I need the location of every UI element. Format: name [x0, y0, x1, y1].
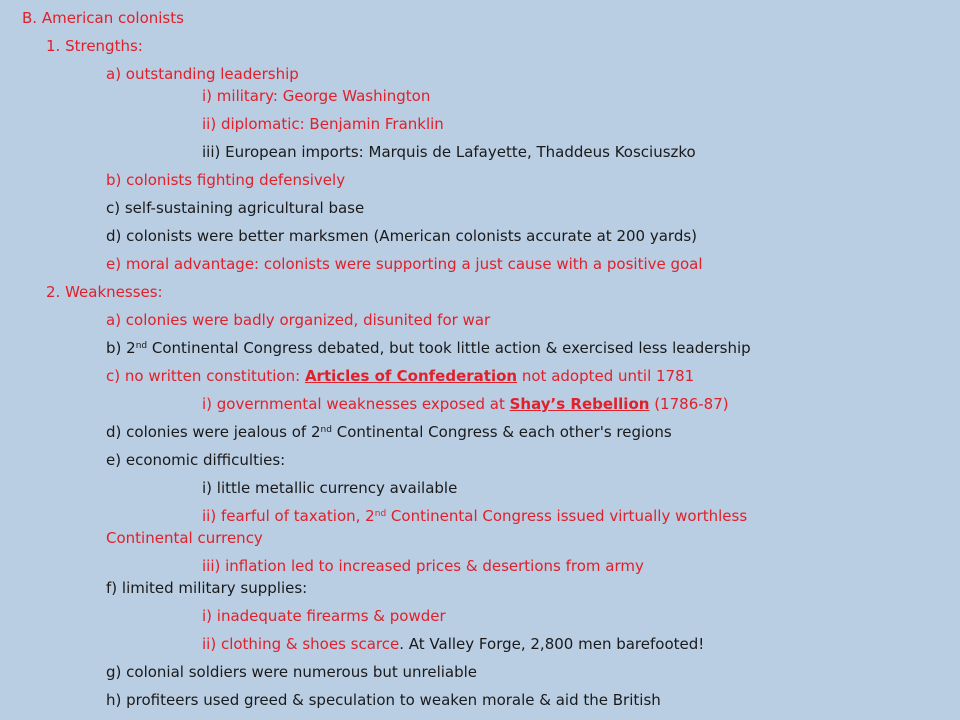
weakness-g: g) colonial soldiers were numerous but unreliable: [106, 663, 478, 681]
weakness-c: [106, 367, 694, 385]
shays-rebellion-link[interactable]: Shay’s Rebellion: [509, 395, 650, 413]
weakness-d: [106, 423, 672, 441]
strength-d: d) colonists were better marksmen (American colonists accurate at 200 yards): [106, 227, 698, 245]
weakness-c-text: c) no written constitution:: [106, 367, 305, 385]
articles-of-confederation-link[interactable]: Articles of Confederation: [304, 367, 518, 385]
weakness-c-i-text-rest: (1786-87): [649, 395, 729, 413]
weakness-b-text: b) 2: [106, 339, 136, 357]
weakness-c-i: [202, 395, 729, 413]
strength-a-ii: ii) diplomatic: Benjamin Franklin: [202, 115, 444, 133]
weakness-a: a) colonies were badly organized, disunited for war: [106, 311, 491, 329]
weakness-e-i: i) little metallic currency available: [202, 479, 458, 497]
strength-a-iii: iii) European imports: Marquis de Lafayette, Thaddeus Kosciuszko: [202, 143, 696, 161]
weakness-e-ii-text-rest: Continental Congress issued virtually worthless: [386, 507, 748, 525]
weakness-f-ii-text-rest: . At Valley Forge, 2,800 men barefooted!: [399, 635, 705, 653]
weakness-f-ii-text: ii) clothing & shoes scarce: [202, 635, 400, 653]
superscript: nd: [374, 509, 387, 519]
weakness-e-ii: [202, 507, 747, 525]
strength-a: a) outstanding leadership: [106, 65, 299, 83]
strength-a-i: i) military: George Washington: [202, 87, 431, 105]
weakness-d-text-rest: Continental Congress & each other's regions: [331, 423, 672, 441]
weakness-b-text-rest: Continental Congress debated, but took little action & exercised less leadership: [147, 339, 751, 357]
weakness-e-iii: iii) inflation led to increased prices & desertions from army: [202, 557, 644, 575]
section-heading: B. American colonists: [22, 9, 184, 27]
weakness-e: e) economic difficulties:: [106, 451, 286, 469]
weakness-h: h) profiteers used greed & speculation to weaken morale & aid the British: [106, 691, 661, 709]
strength-c: c) self-sustaining agricultural base: [106, 199, 365, 217]
superscript: nd: [320, 425, 332, 435]
weakness-e-ii-continued: Continental currency: [106, 529, 263, 547]
weakness-d-text: d) colonies were jealous of 2: [106, 423, 321, 441]
weakness-c-text-rest: not adopted until 1781: [517, 367, 695, 385]
strength-b: b) colonists fighting defensively: [106, 171, 346, 189]
weakness-e-ii-text: ii) fearful of taxation, 2: [202, 507, 375, 525]
weakness-f-i: i) inadequate firearms & powder: [202, 607, 446, 625]
weakness-f-ii: [202, 635, 704, 653]
strength-e: e) moral advantage: colonists were supporting a just cause with a positive goal: [106, 255, 703, 273]
weakness-c-i-text: i) governmental weaknesses exposed at: [202, 395, 510, 413]
weakness-f: f) limited military supplies:: [106, 579, 308, 597]
strengths-heading: 1. Strengths:: [46, 37, 143, 55]
weaknesses-heading: 2. Weaknesses:: [46, 283, 163, 301]
weakness-b: [106, 339, 751, 357]
superscript: nd: [135, 341, 148, 351]
